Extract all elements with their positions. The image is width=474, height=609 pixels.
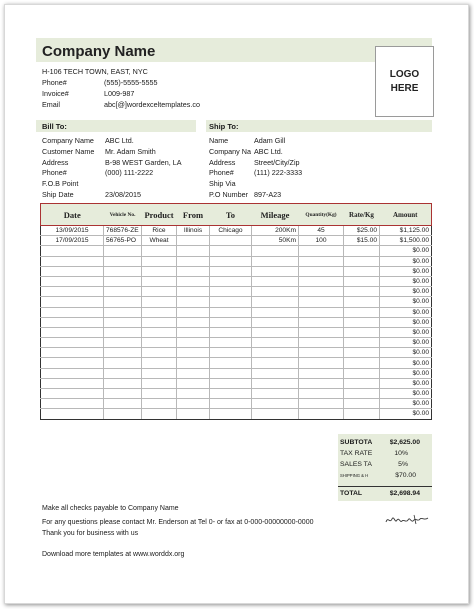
bill-to-label: F.O.B Point [42,179,79,189]
cell-amount: $0.00 [380,409,432,419]
cell-to [210,338,252,348]
cell-from [177,297,210,307]
cell-from [177,399,210,409]
ship-to-value: ABC Ltd. [254,146,283,156]
sales-tax-label: SALES TA [340,461,372,468]
company-phone: (555)-5555-5555 [104,78,158,87]
cell-vehicle [104,348,142,358]
cell-to [210,236,252,246]
cell-quantity [299,297,344,307]
cell-vehicle [104,399,142,409]
bill-to-label: Phone# [42,168,67,178]
cell-product [142,266,177,276]
ship-to-heading: Ship To: [209,122,239,131]
cell-date [41,246,104,256]
cell-quantity [299,338,344,348]
ship-to-value: 897-A23 [254,189,282,199]
cell-vehicle [104,338,142,348]
cell-amount: $0.00 [380,256,432,266]
cell-date [41,399,104,409]
ship-to-label: Address [209,157,236,167]
cell-date [41,256,104,266]
ship-to-label: P.O Number [209,189,249,199]
cell-to [210,246,252,256]
cell-quantity [299,348,344,358]
col-header-from: From [177,204,210,226]
ship-to-label: Ship Via [209,179,236,189]
ship-to-value: Adam Gill [254,136,286,145]
table-row [41,276,432,286]
cell-quantity [299,327,344,337]
cell-rate [344,368,380,378]
cell-vehicle [104,409,142,419]
cell-date [41,297,104,307]
cell-from [177,378,210,388]
cell-quantity [299,266,344,276]
col-header-vehicle: Vehicle No. [104,204,142,226]
cell-to [210,287,252,297]
cell-vehicle [104,378,142,388]
checks-payable-note: Make all checks payable to Company Name [42,505,179,512]
cell-mileage [252,287,299,297]
items-table [40,203,432,420]
sales-tax-row [340,460,430,470]
cell-date [41,378,104,388]
table-row [41,409,432,419]
cell-quantity [299,276,344,286]
col-header-date: Date [41,204,104,226]
cell-vehicle [104,307,142,317]
table-row [41,287,432,297]
cell-from [177,307,210,317]
cell-to [210,276,252,286]
cell-amount: $0.00 [380,297,432,307]
tax-rate-row [340,449,430,459]
cell-date [41,338,104,348]
sales-tax-value: 5% [398,461,408,468]
ship-to-details [209,136,302,201]
table-row [41,389,432,399]
cell-from [177,358,210,368]
download-link[interactable]: Download more templates at www.worddx.org [42,551,185,558]
company-phone-label: Phone# [42,78,67,87]
cell-quantity [299,389,344,399]
shipping-label: SHIPPING & H [340,473,369,478]
table-row [41,307,432,317]
invoice-number-label: Invoice# [42,89,69,98]
cell-quantity [299,256,344,266]
cell-from [177,327,210,337]
cell-to [210,399,252,409]
cell-rate [344,256,380,266]
cell-mileage [252,327,299,337]
cell-quantity [299,287,344,297]
table-row [41,358,432,368]
cell-amount: $0.00 [380,246,432,256]
cell-quantity: 45 [299,226,344,236]
bill-to-label: Address [42,157,69,167]
cell-from [177,368,210,378]
col-header-quantity: Quantity(Kg) [299,204,344,226]
cell-from [177,287,210,297]
company-address: H-106 TECH TOWN, EAST, NYC [42,67,148,76]
subtotal-label: SUBTOTA [340,439,373,446]
bill-to-details [42,136,182,201]
items-body [41,226,432,420]
table-header-row [41,204,432,226]
cell-product [142,358,177,368]
cell-mileage [252,409,299,419]
cell-date [41,358,104,368]
cell-date [41,348,104,358]
cell-date [41,307,104,317]
cell-to [210,378,252,388]
col-header-amount: Amount [380,204,432,226]
bill-to-value: 23/08/2015 [105,189,141,199]
cell-vehicle: 768576-ZE [104,226,142,236]
cell-mileage [252,266,299,276]
total-value: $2,698.94 [389,490,420,497]
cell-mileage [252,246,299,256]
cell-product [142,327,177,337]
signature-image [384,512,434,528]
table-row [41,317,432,327]
cell-vehicle [104,327,142,337]
cell-rate [344,297,380,307]
cell-from: Illinois [177,226,210,236]
cell-rate [344,338,380,348]
cell-from [177,348,210,358]
cell-product [142,297,177,307]
col-header-to: To [210,204,252,226]
cell-quantity [299,409,344,419]
cell-from [177,276,210,286]
cell-to [210,348,252,358]
company-email: abc[@]wordexceltemplates.co [104,100,200,109]
cell-vehicle [104,297,142,307]
cell-quantity [299,399,344,409]
cell-mileage [252,297,299,307]
cell-mileage [252,368,299,378]
tax-rate-value: 10% [394,450,408,457]
cell-vehicle [104,358,142,368]
cell-rate [344,246,380,256]
bill-to-label: Customer Name [42,146,95,156]
cell-amount: $0.00 [380,327,432,337]
cell-mileage: 200Km [252,226,299,236]
invoice-number: L009-987 [104,89,135,98]
table-row [41,378,432,388]
cell-amount: $0.00 [380,287,432,297]
cell-to: Chicago [210,226,252,236]
cell-date: 13/09/2015 [41,226,104,236]
cell-quantity [299,246,344,256]
cell-to [210,409,252,419]
cell-product [142,409,177,419]
cell-rate [344,287,380,297]
bill-to-label: Company Name [42,136,94,145]
ship-to-value: (111) 222-3333 [254,168,303,178]
totals-divider [338,486,432,487]
bill-to-value: ABC Ltd. [105,136,134,145]
cell-date [41,317,104,327]
col-header-rate: Rate/Kg [344,204,380,226]
cell-from [177,409,210,419]
cell-mileage [252,399,299,409]
cell-amount: $0.00 [380,399,432,409]
cell-to [210,307,252,317]
cell-rate [344,276,380,286]
bill-to-value: B-98 WEST Garden, LA [105,157,182,167]
cell-mileage: 50Km [252,236,299,246]
cell-date [41,276,104,286]
shipping-value: $70.00 [395,472,416,479]
ship-to-label: Phone# [209,168,234,178]
cell-product [142,389,177,399]
cell-vehicle [104,389,142,399]
cell-from [177,246,210,256]
cell-vehicle [104,246,142,256]
company-email-label: Email [42,100,60,109]
ship-to-band [206,120,432,132]
table-row [41,246,432,256]
cell-product [142,256,177,266]
cell-date [41,368,104,378]
cell-vehicle [104,266,142,276]
cell-from [177,338,210,348]
cell-rate [344,358,380,368]
table-row [41,338,432,348]
table-row [41,399,432,409]
cell-mileage [252,276,299,286]
cell-to [210,358,252,368]
tax-rate-label: TAX RATE [340,450,373,457]
cell-product [142,368,177,378]
cell-mileage [252,338,299,348]
cell-product [142,287,177,297]
ship-to-value: Street/City/Zip [254,157,300,167]
cell-product [142,338,177,348]
cell-product [142,378,177,388]
cell-amount: $0.00 [380,389,432,399]
bill-to-label: Ship Date [42,189,74,199]
cell-mileage [252,317,299,327]
cell-vehicle [104,287,142,297]
cell-rate [344,327,380,337]
cell-product: Wheat [142,236,177,246]
table-row [41,327,432,337]
cell-quantity [299,307,344,317]
cell-rate [344,317,380,327]
cell-product [142,276,177,286]
cell-product [142,307,177,317]
cell-vehicle [104,317,142,327]
cell-date: 17/09/2015 [41,236,104,246]
cell-rate: $25.00 [344,226,380,236]
cell-date [41,409,104,419]
cell-rate [344,399,380,409]
cell-date [41,266,104,276]
table-row [41,236,432,246]
table-row [41,266,432,276]
cell-amount: $0.00 [380,348,432,358]
cell-amount: $1,125.00 [380,226,432,236]
cell-date [41,327,104,337]
cell-amount: $0.00 [380,358,432,368]
cell-to [210,368,252,378]
cell-product: Rice [142,226,177,236]
subtotal-value: $2,625.00 [389,439,420,446]
cell-amount: $0.00 [380,276,432,286]
cell-amount: $0.00 [380,317,432,327]
table-row [41,368,432,378]
cell-to [210,266,252,276]
bill-to-heading: Bill To: [42,122,67,131]
cell-quantity [299,368,344,378]
cell-amount: $0.00 [380,307,432,317]
cell-amount: $0.00 [380,338,432,348]
table-row [41,348,432,358]
cell-vehicle [104,368,142,378]
cell-date [41,389,104,399]
logo-text-line1: LOGO [389,68,420,80]
cell-amount: $0.00 [380,266,432,276]
thank-you-note: Thank you for business with us [42,530,139,537]
cell-mileage [252,348,299,358]
cell-mileage [252,378,299,388]
table-row [41,297,432,307]
cell-amount: $0.00 [380,378,432,388]
logo-placeholder [375,46,434,117]
ship-to-label: Company Na [209,146,251,156]
cell-product [142,246,177,256]
table-row [41,226,432,236]
cell-from [177,236,210,246]
cell-rate [344,348,380,358]
cell-mileage [252,307,299,317]
total-label: TOTAL [340,490,363,497]
shipping-row [340,471,430,481]
company-name: Company Name [42,43,156,60]
total-row [340,489,430,499]
cell-product [142,348,177,358]
cell-from [177,389,210,399]
cell-date [41,287,104,297]
cell-quantity: 100 [299,236,344,246]
cell-amount: $1,500.00 [380,236,432,246]
cell-rate [344,389,380,399]
subtotal-row [340,438,430,448]
cell-from [177,266,210,276]
cell-rate [344,266,380,276]
ship-to-label: Name [209,136,229,145]
cell-amount: $0.00 [380,368,432,378]
cell-rate [344,307,380,317]
cell-to [210,389,252,399]
col-header-mileage: Mileage [252,204,299,226]
cell-rate [344,378,380,388]
logo-text-line2: HERE [390,82,419,94]
cell-quantity [299,358,344,368]
cell-quantity [299,378,344,388]
bill-to-value: Mr. Adam Smith [105,146,156,156]
cell-from [177,317,210,327]
cell-rate: $15.00 [344,236,380,246]
col-header-product: Product [142,204,177,226]
cell-quantity [299,317,344,327]
cell-vehicle: 56765-PO [104,236,142,246]
cell-mileage [252,358,299,368]
cell-product [142,317,177,327]
cell-vehicle [104,256,142,266]
cell-to [210,317,252,327]
cell-to [210,297,252,307]
cell-vehicle [104,276,142,286]
bill-to-value: (000) 111-2222 [105,168,154,178]
cell-mileage [252,256,299,266]
contact-note: For any questions please contact Mr. Enderson at Tel 0- or fax at 0-000-00000000-0000 [42,519,314,526]
cell-product [142,399,177,409]
table-row [41,256,432,266]
cell-from [177,256,210,266]
cell-rate [344,409,380,419]
cell-to [210,327,252,337]
cell-mileage [252,389,299,399]
cell-to [210,256,252,266]
